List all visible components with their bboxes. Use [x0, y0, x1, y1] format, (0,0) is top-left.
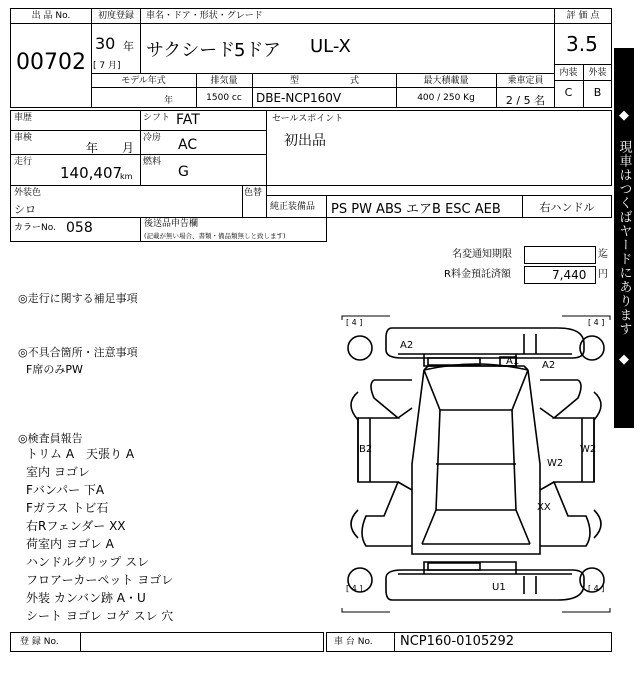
- displacement-label: 排気量: [210, 76, 238, 86]
- grade: UL-X: [310, 36, 351, 57]
- capacity-label: 乗車定員: [507, 76, 544, 86]
- divider: [394, 632, 395, 652]
- interior-label: 内装: [559, 68, 578, 78]
- model-type: DBE-NCP160V: [256, 91, 342, 105]
- car-name: サクシード: [146, 40, 236, 61]
- name-change-field[interactable]: [524, 246, 596, 264]
- inspector-line: フロアーカーペット ヨゴレ: [26, 573, 174, 587]
- history-label: 車歴: [14, 113, 33, 123]
- color-change-label: 色替: [244, 188, 263, 198]
- score-value: 3.5: [566, 32, 598, 56]
- shift-label: シフト: [143, 113, 171, 123]
- post-report-label: 後送品申告欄: [144, 219, 199, 229]
- ac-label: 冷房: [143, 133, 162, 143]
- defects-line: F席のみPW: [26, 363, 83, 376]
- divider: [140, 23, 555, 24]
- tire-rear-right: [ 4 ]: [588, 584, 605, 593]
- divider: [326, 195, 327, 218]
- inspector-line: Fガラス トビ石: [26, 501, 109, 515]
- color-no-label: カラーNo.: [14, 223, 56, 233]
- max-load-label: 最大積載量: [423, 76, 469, 86]
- color-no: 058: [66, 220, 93, 236]
- damage-mark-a2-right: A2: [542, 360, 556, 371]
- fuel: G: [178, 164, 189, 180]
- max-load: 400 / 250 Kg: [417, 93, 475, 103]
- inspector-title: ◎検査員報告: [18, 432, 83, 445]
- inspector-line: シート ヨゴレ コゲ スレ 穴: [26, 609, 174, 623]
- door-count: 5ドア: [234, 40, 281, 61]
- inspector-line: 右Rフェンダー XX: [26, 519, 126, 533]
- damage-mark-a2-top: A2: [400, 340, 414, 351]
- mileage-label: 走行: [14, 157, 33, 167]
- score-label: 評 価 点: [566, 11, 600, 21]
- divider: [554, 23, 612, 24]
- yard-location-banner: ◆ 現車はつくばヤードにあります ◆: [614, 48, 634, 428]
- damage-mark-a1: A1: [506, 356, 520, 367]
- model-year-label: モデル年式: [121, 76, 166, 86]
- inspector-line: トリム A 天張り A: [26, 447, 135, 461]
- divider: [91, 23, 141, 24]
- divider: [10, 154, 267, 155]
- post-report-note: (記載が無い場合、書類・備品類無しと致します): [144, 232, 286, 240]
- steering: 右ハンドル: [539, 201, 595, 214]
- model-year-unit: 年: [164, 96, 174, 106]
- equipment-label: 純正装備品: [270, 202, 316, 212]
- sales-point: 初出品: [284, 133, 326, 149]
- damage-mark-b2: B2: [359, 444, 373, 455]
- lot-number: 00702: [16, 50, 86, 75]
- fuel-label: 燃料: [143, 157, 162, 167]
- recycle-value: 7,440: [552, 268, 587, 282]
- inspector-line: 室内 ヨゴレ: [26, 465, 90, 479]
- details-left-box: [10, 110, 267, 186]
- recycle-label: R料金預託済額: [444, 269, 511, 280]
- registration-label: 登 録 No.: [20, 637, 59, 647]
- inspection-label: 車検: [14, 133, 33, 143]
- recycle-unit: 円: [598, 269, 608, 280]
- tire-front-right: [ 4 ]: [588, 318, 605, 327]
- displacement: 1500 cc: [206, 93, 242, 103]
- damage-mark-w2-right: W2: [580, 444, 597, 455]
- exterior-color-label: 外装色: [14, 188, 42, 198]
- inspector-line: Fバンパー 下A: [26, 483, 105, 497]
- first-reg-year: 30: [95, 34, 116, 53]
- lot-label: 出 品 No.: [31, 11, 71, 21]
- type-label-2: 式: [350, 76, 360, 86]
- mileage-unit: km: [120, 172, 133, 181]
- divider: [242, 185, 243, 218]
- damage-mark-xx: XX: [537, 502, 551, 513]
- year-unit: 年: [123, 40, 134, 53]
- first-reg-month: [ 7 月]: [93, 61, 121, 71]
- divider: [554, 80, 612, 81]
- inspector-line: 外装 カンバン跡 A・U: [26, 591, 146, 605]
- damage-mark-w2-inner: W2: [547, 458, 564, 469]
- divider: [252, 73, 253, 108]
- mileage: 140,407: [60, 164, 123, 182]
- divider: [10, 23, 92, 24]
- chassis-number: NCP160-0105292: [400, 634, 515, 649]
- inspection-year: 年: [86, 141, 99, 155]
- inspector-line: ハンドルグリップ スレ: [26, 555, 150, 569]
- tire-front-left: [ 4 ]: [346, 318, 363, 327]
- type-label: 型: [290, 76, 300, 86]
- tire-rear-left: [ 4 ]: [346, 584, 363, 593]
- color-box: [10, 185, 267, 218]
- car-damage-diagram: [340, 314, 612, 614]
- name-change-label: 名変通知期限: [452, 249, 512, 260]
- damage-mark-u1: U1: [492, 582, 506, 593]
- first-reg-label: 初度登録: [97, 11, 134, 21]
- equipment: PS PW ABS エアB ESC AEB: [331, 202, 501, 217]
- interior-grade: C: [564, 86, 573, 99]
- divider: [10, 130, 267, 131]
- inspector-line: 荷室内 ヨゴレ A: [26, 537, 114, 551]
- exterior-color: シロ: [14, 203, 36, 216]
- driving-notes-title: ◎走行に関する補足事項: [18, 292, 138, 305]
- exterior-label: 外装: [588, 68, 607, 78]
- exterior-grade: B: [593, 86, 602, 99]
- capacity: 2 / 5 名: [505, 94, 546, 107]
- sales-point-label: セールスポイント: [272, 114, 344, 124]
- name-change-suffix: 迄: [598, 249, 608, 260]
- divider: [140, 110, 141, 186]
- ac: AC: [178, 137, 198, 153]
- inspection-month: 月: [122, 141, 135, 155]
- chassis-label: 車 台 No.: [334, 637, 373, 647]
- divider: [80, 632, 81, 652]
- divider: [91, 87, 555, 88]
- car-name-label: 車名・ドア・形状・グレード: [146, 11, 263, 21]
- defects-title: ◎不具合箇所・注意事項: [18, 346, 138, 359]
- shift: FAT: [176, 112, 200, 128]
